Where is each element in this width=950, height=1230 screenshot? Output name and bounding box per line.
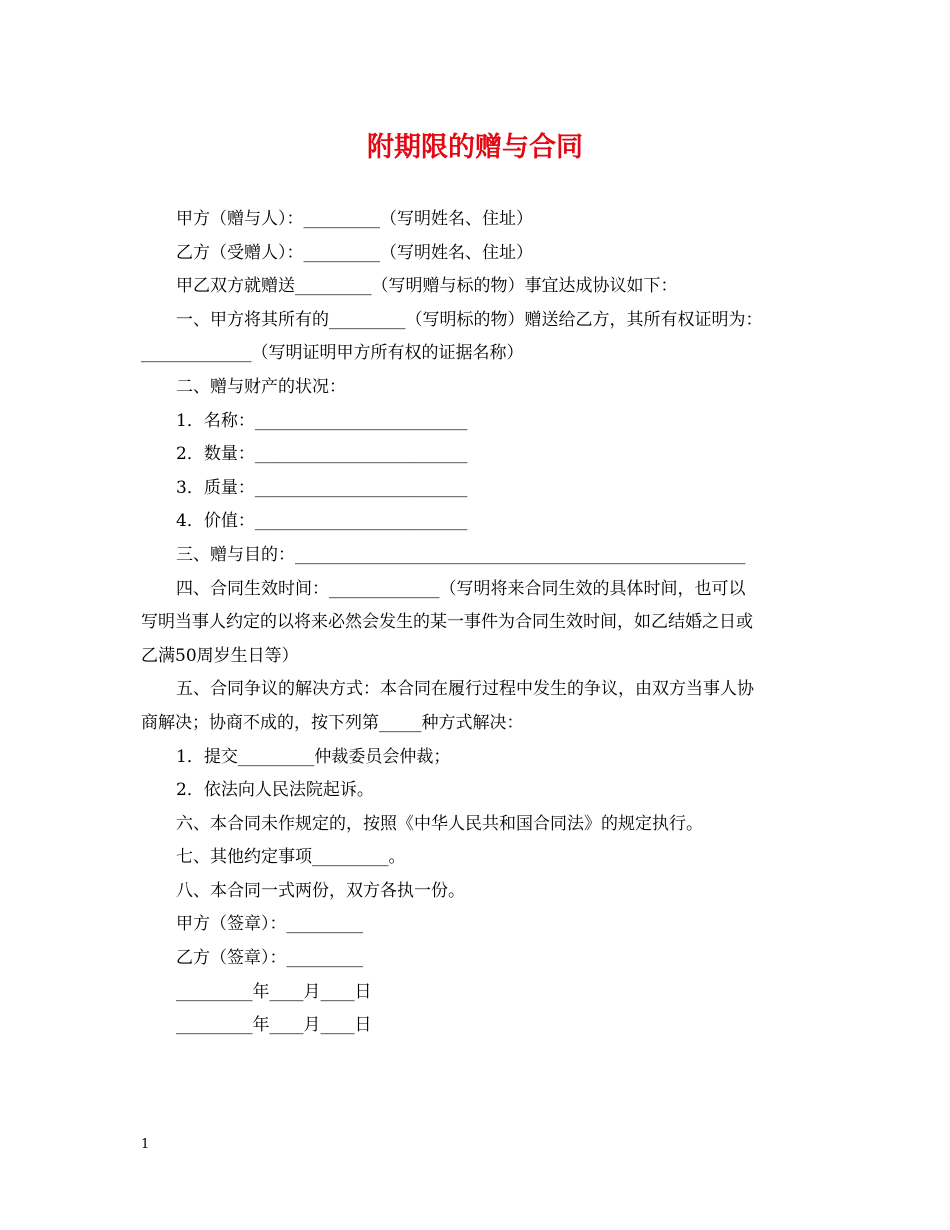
clause-7: 七、其他约定事项_________。	[176, 847, 406, 868]
clause-5-continued: 商解决；协商不成的，按下列第_____种方式解决：	[141, 712, 524, 733]
property-quality-line: 3．质量：_________________________	[176, 477, 468, 498]
party-b-line: 乙方（受赠人）：_________（写明姓名、住址）	[176, 242, 533, 263]
document-body	[141, 203, 813, 1043]
date-line-2: _________年____月____日	[176, 1015, 372, 1036]
clause-4-continued-2: 乙满50周岁生日等）	[141, 645, 299, 666]
dispute-option-2: 2．依法向人民法院起诉。	[176, 780, 374, 801]
clause-2-heading: 二、赠与财产的状况：	[176, 376, 346, 397]
clause-1: 一、甲方将其所有的_________（写明标的物）赠送给乙方，其所有权证明为：	[176, 309, 763, 330]
document-title: 附期限的赠与合同	[367, 132, 583, 163]
property-quantity-line: 2．数量：_________________________	[176, 444, 468, 465]
agreement-intro: 甲乙双方就赠送_________（写明赠与标的物）事宜达成协议如下：	[176, 276, 678, 297]
clause-4: 四、合同生效时间：_____________（写明将来合同生效的具体时间，也可以	[176, 578, 746, 599]
party-a-signature: 甲方（签章）：_________	[176, 914, 363, 935]
party-a-line: 甲方（赠与人）：_________（写明姓名、住址）	[176, 209, 533, 229]
page-number: 1	[141, 1137, 150, 1152]
clause-8: 八、本合同一式两份，双方各执一份。	[176, 880, 465, 901]
clause-3: 三、赠与目的：_____________________________________________________	[176, 544, 746, 565]
dispute-option-1: 1．提交_________仲裁委员会仲裁；	[176, 746, 451, 767]
clause-5: 五、合同争议的解决方式：本合同在履行过程中发生的争议，由双方当事人协	[176, 679, 754, 700]
date-line-1: _________年____月____日	[176, 981, 372, 1002]
clause-1-continued: _____________（写明证明甲方所有权的证据名称）	[141, 343, 524, 364]
clause-4-continued: 写明当事人约定的以将来必然会发生的某一事件为合同生效时间，如乙结婚之日或	[141, 612, 753, 633]
party-b-signature: 乙方（签章）：_________	[176, 948, 363, 969]
clause-6: 六、本合同未作规定的，按照《中华人民共和国合同法》的规定执行。	[176, 813, 703, 834]
property-value-line: 4．价值：_________________________	[176, 511, 468, 532]
property-name-line: 1．名称：_________________________	[176, 410, 468, 431]
